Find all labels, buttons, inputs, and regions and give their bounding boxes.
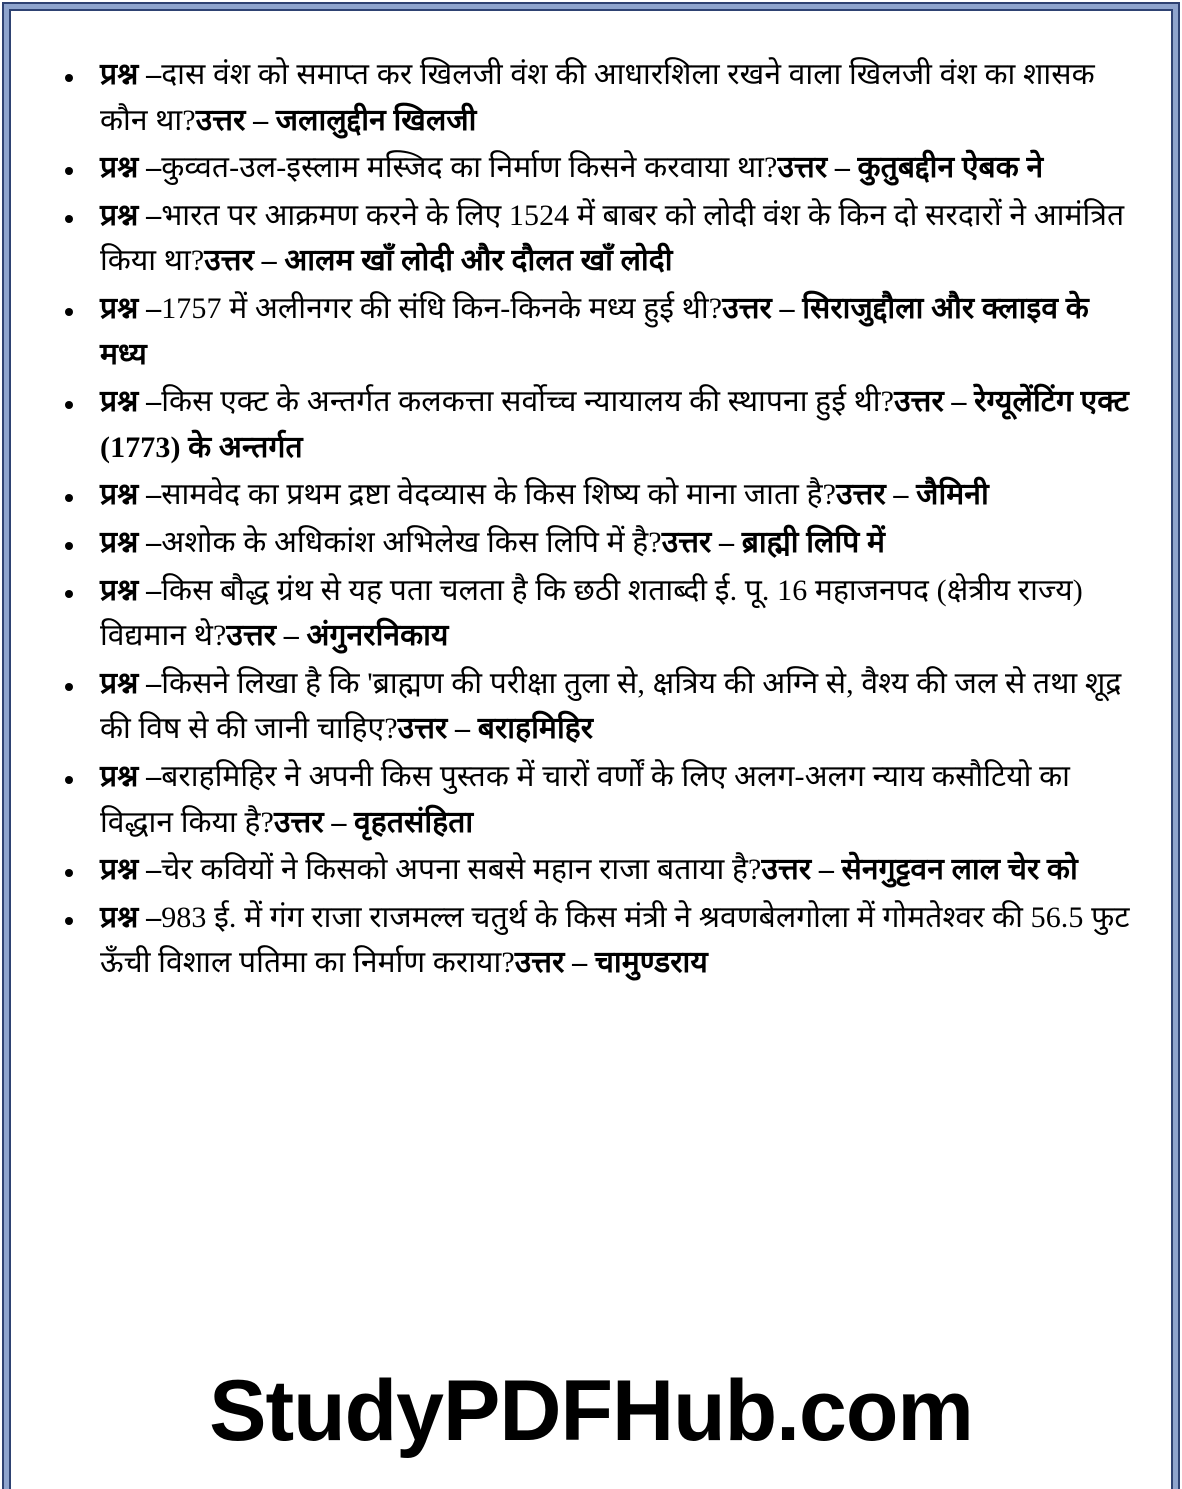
question-label: प्रश्न [100, 385, 147, 419]
answer-dash: – [943, 385, 975, 419]
question-label: प्रश्न [100, 478, 147, 512]
answer-label: उत्तर [273, 805, 324, 839]
question-text: किसने लिखा है कि 'ब्राह्मण की परीक्षा तुला से, क्षत्रिय की अग्नि से, वैश्य की जल से तथा शूद्र की विष से की जानी चाहिए? [100, 666, 1122, 746]
question-dash: – [146, 151, 162, 185]
answer-dash: – [323, 805, 355, 839]
answer-label: उत्तर [761, 853, 812, 887]
answer-dash: – [771, 291, 803, 325]
list-item [48, 145, 1134, 191]
list-item [48, 472, 1134, 518]
answer-label: उत्तर [894, 385, 944, 419]
question-dash: – [146, 525, 162, 559]
question-label: प्रश्न [100, 853, 147, 887]
question-text: भारत पर आक्रमण करने के लिए 1524 में बाबर को लोदी वंश के किन दो सरदारों ने आमंत्रित किया था? [100, 198, 1125, 278]
answer-label: उत्तर [777, 151, 828, 185]
question-dash: – [146, 291, 162, 325]
question-dash: – [146, 853, 162, 887]
question-label: प्रश्न [100, 58, 147, 91]
question-dash: – [146, 666, 162, 700]
answer-label: उत्तर [195, 103, 246, 137]
list-item [48, 847, 1134, 893]
question-dash: – [146, 58, 162, 91]
answer-text: वृहतसंहिता [354, 805, 474, 839]
list-item [48, 661, 1134, 752]
answer-text: आलम खाँ लोदी और दौलत खाँ लोदी [284, 244, 673, 278]
answer-dash: – [885, 478, 917, 512]
question-label: प्रश्न [100, 525, 147, 559]
document-content [14, 14, 1168, 1489]
answer-dash: – [811, 853, 842, 887]
list-item [48, 379, 1134, 470]
list-item [48, 568, 1134, 659]
question-label: प्रश्न [100, 151, 147, 185]
question-label: प्रश्न [100, 291, 147, 325]
answer-label: उत्तर [836, 478, 886, 512]
question-text: अशोक के अधिकांश अभिलेख किस लिपि में है? [161, 525, 662, 559]
question-text: किस एक्ट के अन्तर्गत कलकत्ता सर्वोच्च न्यायालय की स्थापना हुई थी? [161, 385, 895, 419]
question-dash: – [146, 900, 162, 934]
question-text: दास वंश को समाप्त कर खिलजी वंश की आधारशिला रखने वाला खिलजी वंश का शासक कौन था? [100, 58, 1095, 137]
question-label: प्रश्न [100, 900, 147, 934]
question-text: सामवेद का प्रथम द्रष्टा वेदव्यास के किस शिष्य को माना जाता है? [161, 478, 837, 512]
answer-label: उत्तर [226, 619, 277, 653]
question-text: 983 ई. में गंग राजा राजमल्ल चतुर्थ के किस मंत्री ने श्रवणबेलगोला में गोमतेश्वर की 56.5 फुट ऊँची विशाल पतिमा का निर्माण कराया? [100, 900, 1130, 980]
question-label: प्रश्न [100, 666, 147, 700]
answer-label: उत्तर [514, 946, 565, 980]
question-dash: – [146, 759, 162, 793]
question-dash: – [146, 573, 162, 607]
question-label: प्रश्न [100, 573, 147, 607]
question-dash: – [146, 198, 162, 232]
answer-dash: – [254, 244, 285, 278]
answer-text: चामुण्डराय [594, 946, 708, 980]
answer-text: जैमिनी [916, 478, 989, 512]
list-item [48, 520, 1134, 566]
answer-text: अंगुनरनिकाय [306, 619, 449, 653]
answer-label: उत्तर [722, 291, 772, 325]
answer-label: उत्तर [661, 525, 712, 559]
question-dash: – [146, 478, 162, 512]
answer-text: सिराजुद्दौला और क्लाइव के मध्य [100, 291, 1089, 371]
question-answer-list [48, 52, 1134, 986]
answer-text: बराहमिहिर [477, 712, 594, 746]
question-text: कुव्वत-उल-इस्लाम मस्जिद का निर्माण किसने करवाया था? [161, 151, 778, 185]
list-item [48, 895, 1134, 986]
answer-dash: – [827, 151, 858, 185]
answer-text: ब्राह्मी लिपि में [741, 525, 886, 559]
answer-dash: – [447, 712, 478, 746]
list-item [48, 193, 1134, 284]
question-text: 1757 में अलीनगर की संधि किन-किनके मध्य हुई थी? [161, 291, 723, 325]
answer-label: उत्तर [397, 712, 448, 746]
question-dash: – [146, 385, 162, 419]
list-item [48, 754, 1134, 845]
answer-text: रेग्यूलेंटिंग एक्ट (1773) के अन्तर्गत [100, 385, 1129, 464]
list-item [48, 52, 1134, 143]
answer-label: उत्तर [204, 244, 254, 278]
list-item [48, 286, 1134, 377]
answer-dash: – [245, 103, 276, 137]
question-label: प्रश्न [100, 759, 147, 793]
question-text: बराहमिहिर ने अपनी किस पुस्तक में चारों वर्णों के लिए अलग-अलग न्याय कसौटियो का विद्धान किया है? [100, 759, 1071, 839]
answer-dash: – [711, 525, 742, 559]
answer-text: जलालुद्दीन खिलजी [275, 103, 477, 137]
question-text: चेर कवियों ने किसको अपना सबसे महान राजा बताया है? [161, 853, 762, 887]
answer-text: कुतुबद्दीन ऐबक ने [857, 151, 1044, 185]
answer-dash: – [276, 619, 307, 653]
answer-dash: – [564, 946, 595, 980]
question-text: किस बौद्ध ग्रंथ से यह पता चलता है कि छठी शताब्दी ई. पू. 16 महाजनपद (क्षेत्रीय राज्य) विद्यमान थे? [100, 573, 1083, 653]
question-label: प्रश्न [100, 198, 147, 232]
watermark: StudyPDFHub.com [209, 1363, 973, 1459]
answer-text: सेनगुट्टवन लाल चेर को [841, 853, 1078, 887]
